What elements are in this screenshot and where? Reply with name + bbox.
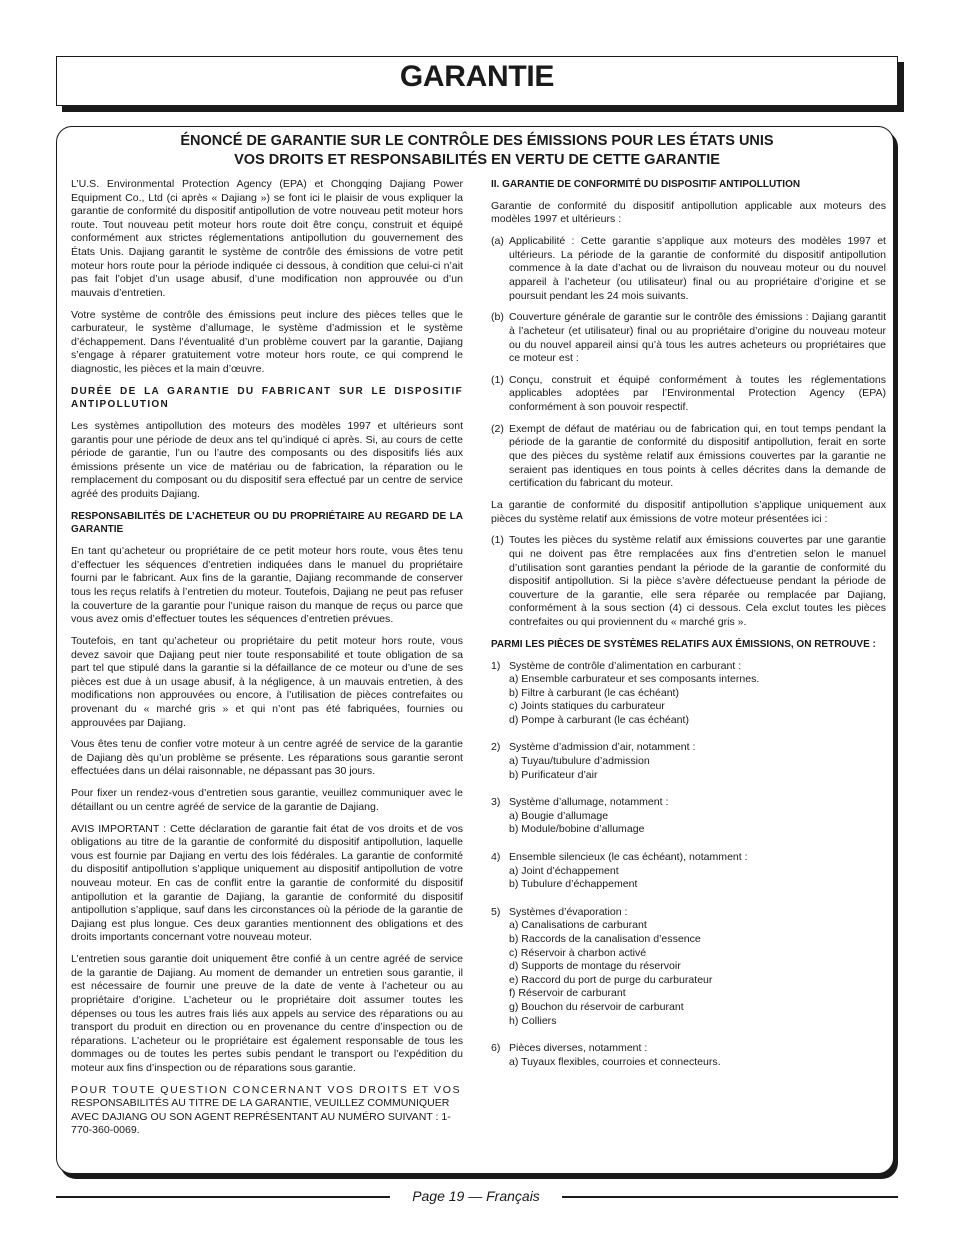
paragraph: Votre système de contrôle des émissions peut inclure des pièces telles que le carburateur, le système d’allumage, le système d’admission et le système d’échappement. Dans l’éventualité d’un problème couvert par la garantie, Dajiang s’engage à réparer gratuitement votre moteur hors route, ce qui comprend le diagnostic, les pièces et la main d’œuvre. bbox=[71, 308, 463, 375]
group-title: Ensemble silencieux (le cas échéant), notamment : bbox=[509, 851, 748, 864]
group-title: Système de contrôle d’alimentation en carburant : bbox=[509, 659, 742, 672]
group-title: Pièces diverses, notamment : bbox=[509, 1042, 648, 1055]
group-number: 4) bbox=[491, 851, 501, 864]
contact-line-2: RESPONSABILITÉS AU TITRE DE LA GARANTIE, VEUILLEZ COMMUNIQUER AVEC DAJIANG OU SON AGENT REPRÉSENTANT AU NUMÉRO SUIVANT : 1-770-360-0069. bbox=[71, 1097, 451, 1137]
page-footer: Page 19 — Français bbox=[412, 1188, 540, 1204]
list-text: Toutes les pièces du système relatif aux émissions couvertes par une garantie qui ne doivent pas être remplacées aux fins d’entretien selon le manuel d’utilisation sont garanties pendant la période de la garantie de conformité du dispositif antipollution. Si la pièce s’avère défectueuse pendant la période de couverture de la garantie, elle sera réparée ou remplacée par Dajiang, conformément à la sous section (4) ci dessous. Cela exclut toutes les pièces contrefaites ou qui proviennent du « marché gris ». bbox=[509, 534, 886, 628]
paragraph: Les systèmes antipollution des moteurs des modèles 1997 et ultérieurs sont garantis pour une période de deux ans tel qu’indiqué ci après. Si, au cours de cette période de garantie, l’un ou l’autre des composants ou des dispositifs liés aux émissions présente un vice de matériau ou de fabrication, la réparation ou le remplacement du composant ou du dispositif sera effectué par un centre de service agréé des produits Dajiang. bbox=[71, 420, 463, 501]
page-title: GARANTIE bbox=[399, 60, 555, 93]
list-item bbox=[491, 311, 886, 365]
list-number: (b) bbox=[491, 311, 504, 324]
paragraph: L’entretien sous garantie doit uniquement être confié à un centre agréé de service de la garantie de Dajiang. Au moment de demander un entretien sous garantie, il est nécessaire de fournir une preuve de la date de vente à l’acheteur ou au propriétaire d’origine. L’acheteur ou le propriétaire doit assumer toutes les dépenses ou tous les autres frais liés aux appels au service des réparations ou au transport du produit en direction ou en provenance du centre d’inspection ou de réparations. L’acheteur ou le propriétaire est également responsable de tous les dommages ou de toutes les pertes subis pendant le transport ou l’expédition du moteur aux fins d’inspection ou de réparations sous garantie. bbox=[71, 953, 463, 1074]
parts-group bbox=[491, 741, 886, 782]
group-title: Système d’allumage, notamment : bbox=[509, 796, 669, 809]
group-sub-item: b) Module/bobine d’allumage bbox=[509, 823, 645, 836]
important-notice: AVIS IMPORTANT : Cette déclaration de garantie fait état de vos droits et de vos obligations au titre de la garantie de conformité du dispositif antipollution, laquelle vous est fournie par Dajiang en vertu des lois fédérales. La garantie de conformité du dispositif antipollution s’applique uniquement au dispositif antipollution de votre nouveau moteur. En cas de conflit entre la garantie de conformité du dispositif antipollution et la garantie de Dajiang, la garantie de conformité du dispositif antipollution s’applique, sauf dans les circonstances où la période de la garantie de Dajiang est plus longue. Ces deux garanties mentionnent des obligations et des droits importants concernant votre nouveau moteur. bbox=[71, 822, 463, 944]
contact-notice bbox=[71, 1084, 463, 1138]
list-item bbox=[491, 423, 886, 491]
group-sub-item: d) Pompe à carburant (le cas échéant) bbox=[509, 713, 689, 726]
paragraph: La garantie de conformité du dispositif antipollution s’applique uniquement aux pièces du système relatif aux émissions de votre moteur présentées ici : bbox=[491, 499, 886, 525]
parts-group bbox=[491, 851, 886, 892]
group-sub-item: c) Réservoir à charbon activé bbox=[509, 946, 647, 959]
group-sub-item: a) Tuyaux flexibles, courroies et connecteurs. bbox=[509, 1055, 721, 1068]
left-column bbox=[71, 178, 463, 1138]
group-sub-item: b) Raccords de la canalisation d’essence bbox=[509, 933, 701, 945]
group-sub-item: e) Raccord du port de purge du carburateur bbox=[509, 973, 713, 986]
group-number: 3) bbox=[491, 796, 501, 809]
paragraph: L’U.S. Environmental Protection Agency (EPA) et Chongqing Dajiang Power Equipment Co., Ltd (ci après « Dajiang ») se font ici le plaisir de vous expliquer la garantie de conformité du dispositif antipollution de votre nouveau petit moteur hors route. Tout nouveau petit moteur hors route doit être conçu, construit et équipé conformément aux strictes réglementations antipollution du gouvernement des États Unis. Dajiang garantit le système de contrôle des émissions de votre petit moteur hors route pour la période indiquée ci dessous, à condition que celui-ci n’ait pas fait l’objet d’un usage abusif, d’une modification non approuvée ou d’un mauvais d’entretien. bbox=[71, 178, 463, 299]
group-number: 5) bbox=[491, 905, 501, 918]
parts-group bbox=[491, 660, 886, 728]
list-text: Exempt de défaut de matériau ou de fabrication qui, en tout temps pendant la période de la garantie de conformité du dispositif antipollution, ferait en sorte que des pièces du système relatif aux émissions couvertes par la garantie ne seraient pas identiques en tous points à celles décrites dans la demande de certification du fabricant du moteur. bbox=[509, 422, 886, 490]
group-sub-item: a) Tuyau/tubulure d’admission bbox=[509, 755, 650, 768]
group-sub-item: f) Réservoir de carburant bbox=[509, 987, 626, 1000]
title-banner bbox=[56, 56, 898, 106]
parts-group bbox=[491, 1042, 886, 1069]
contact-line-1: POUR TOUTE QUESTION CONCERNANT VOS DROITS ET VOS bbox=[71, 1083, 462, 1096]
paragraph: Toutefois, en tant qu’acheteur ou propriétaire du petit moteur hors route, vous devez savoir que Dajiang peut nier toute responsabilité et toute obligation de sa part tel que stipulé dans la garantie si la défaillance de ce moteur ou d’une de ses pièces est due à un usage abusif, à la négligence, à un mauvais entretien, à des modifications non approuvées ou encore, à l’utilisation de pièces contrefaites ou provenant du « marché gris » et qui n’ont pas été fabriquées, fournies ou approuvées par Dajiang. bbox=[71, 634, 463, 729]
parts-group bbox=[491, 906, 886, 1028]
section-heading: RESPONSABILITÉS DE L’ACHETEUR OU DU PROPRIÉTAIRE AU REGARD DE LA GARANTIE bbox=[71, 510, 463, 536]
list-item bbox=[491, 235, 886, 303]
list-number: (2) bbox=[491, 422, 504, 435]
paragraph: En tant qu’acheteur ou propriétaire de ce petit moteur hors route, vous êtes tenu d’effectuer les séquences d’entretien indiquées dans le manuel du propriétaire fourni par le fabricant. Aux fins de la garantie, Dajiang recommande de conserver tous les reçus relatifs à l’entretien du moteur. Toutefois, Dajiang ne peut pas refuser la couverture de la garantie pour l’unique raison du manque de reçus ou parce que vous avez omis d’effectuer toutes les séquences d’entretien prévues. bbox=[71, 545, 463, 626]
list-text: Applicabilité : Cette garantie s’applique aux moteurs des modèles 1997 et ultérieurs. La période de la garantie de conformité du dispositif antipollution commence à la date d’achat ou de livraison du nouveau moteur ou du nouvel appareil à l’acheteur (ou utilisateur) final ou au propriétaire d’origine et se poursuit pendant les 24 mois suivants. bbox=[509, 235, 886, 302]
group-sub-item: b) Tubulure d’échappement bbox=[509, 878, 638, 891]
group-sub-item: a) Joint d’échappement bbox=[509, 864, 619, 877]
list-number: (1) bbox=[491, 534, 504, 547]
section-heading: PARMI LES PIÈCES DE SYSTÈMES RELATIFS AUX ÉMISSIONS, ON RETROUVE : bbox=[491, 638, 876, 650]
group-sub-item: h) Colliers bbox=[509, 1014, 557, 1027]
list-text: Couverture générale de garantie sur le contrôle des émissions : Dajiang garantit à l’acheteur (et utilisateur) final ou au propriétaire d’origine du nouveau moteur ou du nouvel appareil ainsi qu’à tous les autres acheteurs ou propriétaires que ce moteur est : bbox=[509, 311, 886, 365]
list-number: (a) bbox=[491, 235, 504, 248]
list-number: (1) bbox=[491, 373, 504, 386]
footer-rule-right bbox=[562, 1196, 898, 1198]
group-sub-item: c) Joints statiques du carburateur bbox=[509, 700, 665, 713]
group-sub-item: b) Filtre à carburant (le cas échéant) bbox=[509, 686, 679, 699]
list-item bbox=[491, 534, 886, 629]
list-item bbox=[491, 374, 886, 415]
paragraph: Garantie de conformité du dispositif antipollution applicable aux moteurs des modèles 1997 et ultérieurs : bbox=[491, 199, 886, 226]
paragraph: Pour fixer un rendez-vous d’entretien sous garantie, veuillez communiquer avec le détaillant ou un centre agréé de service de la garantie de Dajiang. bbox=[71, 787, 463, 813]
parts-group bbox=[491, 796, 886, 837]
right-column bbox=[491, 178, 886, 1083]
list-text: Conçu, construit et équipé conformément à toutes les réglementations applicables adoptées par l’Environmental Protection Agency (EPA) conformément à son pouvoir respectif. bbox=[509, 373, 886, 414]
group-sub-item: b) Purificateur d’air bbox=[509, 768, 598, 781]
heading-line-1: ÉNONCÉ DE GARANTIE SUR LE CONTRÔLE DES ÉMISSIONS POUR LES ÉTATS UNIS bbox=[180, 133, 774, 149]
group-title: Système d’admission d’air, notamment : bbox=[509, 741, 696, 754]
group-sub-item: d) Supports de montage du réservoir bbox=[509, 960, 681, 973]
section-heading: II. GARANTIE DE CONFORMITÉ DU DISPOSITIF ANTIPOLLUTION bbox=[491, 179, 801, 190]
footer-rule-left bbox=[56, 1196, 390, 1198]
group-sub-item: a) Canalisations de carburant bbox=[509, 919, 647, 932]
group-sub-item: a) Ensemble carburateur et ses composants internes. bbox=[509, 673, 760, 686]
section-heading: DURÉE DE LA GARANTIE DU FABRICANT SUR LE DISPOSITIF ANTIPOLLUTION bbox=[71, 385, 463, 411]
group-number: 1) bbox=[491, 659, 501, 672]
group-number: 2) bbox=[491, 741, 501, 754]
heading-line-2: VOS DROITS ET RESPONSABILITÉS EN VERTU DE CETTE GARANTIE bbox=[234, 152, 720, 168]
group-number: 6) bbox=[491, 1042, 501, 1055]
group-sub-item: a) Bougie d’allumage bbox=[509, 809, 609, 822]
group-sub-item: g) Bouchon du réservoir de carburant bbox=[509, 1000, 684, 1013]
paragraph: Vous êtes tenu de confier votre moteur à un centre agréé de service de la garantie de Dajiang dès qu’un problème se présente. Les réparations sous garantie seront effectuées dans un délai raisonnable, ne dépassant pas 30 jours. bbox=[71, 738, 463, 778]
group-title: Systèmes d’évaporation : bbox=[509, 905, 628, 918]
